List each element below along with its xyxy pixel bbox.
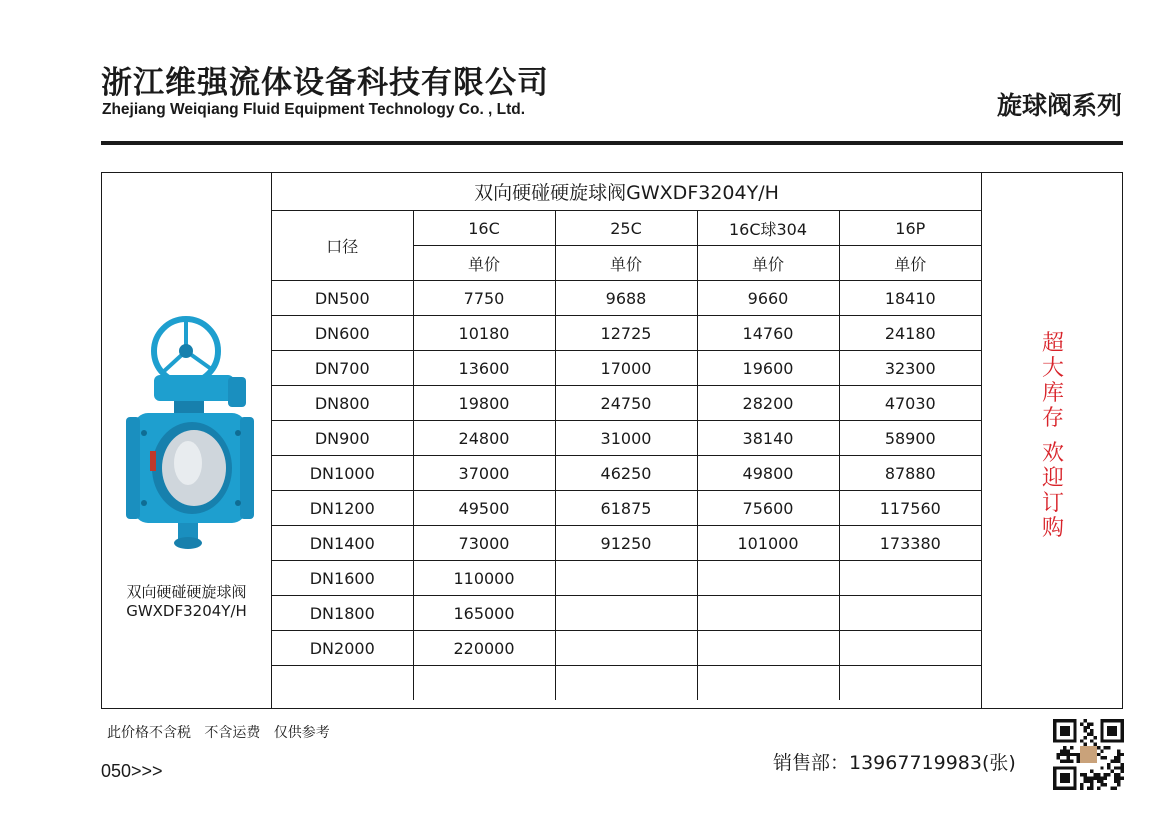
table-row [272, 491, 981, 526]
promo-char: 存 [1041, 406, 1064, 431]
price-cell [839, 631, 981, 666]
company-name-en: Zhejiang Weiqiang Fluid Equipment Technology Co. , Ltd. [102, 101, 526, 118]
price-cell: 173380 [839, 526, 981, 561]
table-row [272, 386, 981, 421]
table-row [272, 456, 981, 491]
price-cell: 37000 [413, 456, 555, 491]
price-cell: 73000 [413, 526, 555, 561]
size-cell: DN1400 [272, 526, 413, 561]
price-cell: 38140 [697, 421, 839, 456]
table-row [272, 421, 981, 456]
unit-price-label: 单价 [413, 246, 555, 281]
price-cell: 32300 [839, 351, 981, 386]
promo-char: 大 [1041, 356, 1064, 381]
price-cell: 9660 [697, 281, 839, 316]
promo-char: 订 [1041, 491, 1064, 516]
promo-char: 欢 [1041, 441, 1064, 466]
price-cell: 31000 [555, 421, 697, 456]
product-caption [102, 583, 271, 621]
price-cell: 110000 [413, 561, 555, 596]
size-cell: DN500 [272, 281, 413, 316]
price-cell [555, 596, 697, 631]
table-row [272, 666, 981, 701]
size-cell: DN1000 [272, 456, 413, 491]
product-model: GWXDF3204Y/H [126, 602, 247, 620]
price-cell: 13600 [413, 351, 555, 386]
price-cell [839, 666, 981, 701]
table-row [272, 316, 981, 351]
price-table [272, 173, 981, 700]
price-cell: 87880 [839, 456, 981, 491]
price-cell: 19800 [413, 386, 555, 421]
promo-char: 超 [1041, 331, 1064, 356]
price-cell: 117560 [839, 491, 981, 526]
table-title: 双向硬碰硬旋球阀GWXDF3204Y/H [272, 173, 981, 211]
price-cell: 49500 [413, 491, 555, 526]
table-row [272, 631, 981, 666]
price-cell: 58900 [839, 421, 981, 456]
size-cell [272, 666, 413, 701]
unit-price-label: 单价 [697, 246, 839, 281]
price-cell [839, 596, 981, 631]
size-cell: DN1600 [272, 561, 413, 596]
price-cell: 49800 [697, 456, 839, 491]
promo-panel [981, 173, 1123, 708]
price-cell [697, 631, 839, 666]
size-cell: DN1200 [272, 491, 413, 526]
price-cell [413, 666, 555, 701]
header-divider [101, 141, 1123, 145]
price-cell: 9688 [555, 281, 697, 316]
promo-text [1039, 331, 1067, 541]
promo-char: 购 [1041, 516, 1064, 541]
price-cell [555, 561, 697, 596]
price-cell: 10180 [413, 316, 555, 351]
price-cell: 165000 [413, 596, 555, 631]
table-row [272, 561, 981, 596]
table-row [272, 526, 981, 561]
price-cell: 18410 [839, 281, 981, 316]
column-header: 25C [555, 211, 697, 246]
price-cell [839, 561, 981, 596]
table-row [272, 596, 981, 631]
price-cell: 12725 [555, 316, 697, 351]
table-row [272, 351, 981, 386]
size-header: 口径 [272, 211, 413, 281]
product-name-cn: 双向硬碰硬旋球阀 [126, 583, 247, 601]
table-row [272, 281, 981, 316]
price-cell: 47030 [839, 386, 981, 421]
price-note: 此价格不含税 不含运费 仅供参考 [107, 725, 330, 741]
price-cell: 17000 [555, 351, 697, 386]
price-cell: 24180 [839, 316, 981, 351]
product-image-panel [102, 173, 272, 708]
product-frame [101, 172, 1123, 709]
column-header: 16C球304 [697, 211, 839, 246]
price-cell [697, 596, 839, 631]
unit-price-label: 单价 [555, 246, 697, 281]
price-cell: 46250 [555, 456, 697, 491]
price-cell: 14760 [697, 316, 839, 351]
price-cell: 19600 [697, 351, 839, 386]
column-header: 16P [839, 211, 981, 246]
size-cell: DN800 [272, 386, 413, 421]
price-cell: 24800 [413, 421, 555, 456]
price-cell: 24750 [555, 386, 697, 421]
price-cell: 28200 [697, 386, 839, 421]
company-name-cn: 浙江维强流体设备科技有限公司 [101, 65, 549, 101]
price-cell [697, 561, 839, 596]
price-cell [555, 666, 697, 701]
price-cell: 75600 [697, 491, 839, 526]
sales-contact: 销售部：13967719983(张) [773, 752, 1016, 774]
price-cell: 91250 [555, 526, 697, 561]
promo-char: 迎 [1041, 466, 1064, 491]
size-cell: DN900 [272, 421, 413, 456]
unit-price-label: 单价 [839, 246, 981, 281]
price-cell: 61875 [555, 491, 697, 526]
promo-char: 库 [1041, 381, 1064, 406]
column-header: 16C [413, 211, 555, 246]
price-cell [555, 631, 697, 666]
butterfly-valve-icon [124, 313, 254, 553]
price-cell: 220000 [413, 631, 555, 666]
size-cell: DN600 [272, 316, 413, 351]
series-title: 旋球阀系列 [996, 91, 1122, 120]
price-cell: 7750 [413, 281, 555, 316]
price-cell: 101000 [697, 526, 839, 561]
size-cell: DN2000 [272, 631, 413, 666]
size-cell: DN1800 [272, 596, 413, 631]
size-cell: DN700 [272, 351, 413, 386]
qr-code-icon [1053, 719, 1124, 790]
price-cell [697, 666, 839, 701]
page-number: 050>>> [101, 761, 163, 781]
